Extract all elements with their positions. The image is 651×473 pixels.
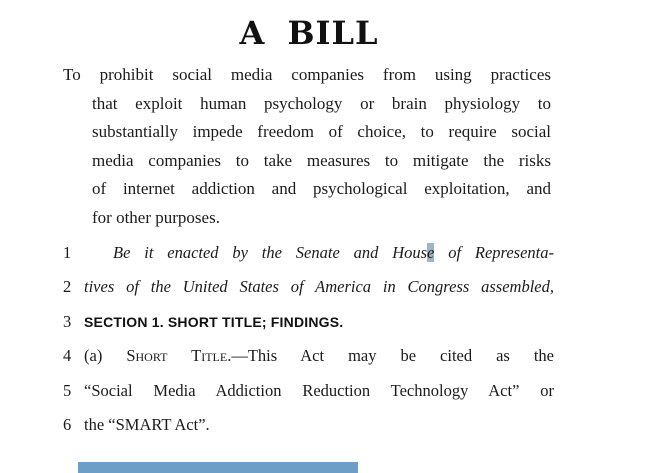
selection-highlight-bar (78, 462, 358, 473)
bill-line (63, 270, 554, 304)
preamble-line: for other purposes. (92, 207, 220, 227)
line-text (84, 236, 554, 270)
line-text-segment: Be it enacted by the Senate and Hous (113, 243, 428, 262)
line-text (84, 339, 554, 373)
line-text: “Social Media Addiction Reduction Technology Act” or (84, 380, 554, 400)
preamble-line: substantially impede freedom of choice, to require social (92, 122, 551, 142)
selected-text: e (427, 243, 435, 262)
preamble-line: that exploit human psychology or brain physiology to (92, 93, 551, 113)
line-number: 1 (63, 243, 72, 262)
line-text: tives of the United States of America in Congress assembled, (84, 277, 554, 297)
bill-title: A BILL (239, 14, 379, 52)
bill-line (63, 374, 554, 408)
bill-line (63, 408, 554, 442)
bill-line (63, 236, 554, 270)
line-number: 6 (63, 414, 72, 434)
bill-line (63, 305, 554, 339)
line-text: the “SMART Act”. (84, 414, 210, 434)
line-number: 2 (63, 277, 72, 297)
bill-line (63, 339, 554, 373)
small-caps-segment: Short Title (126, 346, 228, 366)
preamble (63, 61, 551, 233)
preamble-line: To prohibit social media companies from using practices (63, 65, 551, 84)
bill-body (63, 236, 554, 442)
line-number: 5 (63, 380, 72, 400)
preamble-line: media companies to take measures to mitigate the risks (92, 150, 551, 170)
line-number: 4 (63, 346, 72, 366)
line-text-segment: (a) (84, 346, 127, 366)
line-text-segment: of Representa- (434, 243, 554, 262)
preamble-line: of internet addiction and psychological exploitation, and (92, 179, 551, 199)
line-text-segment: .—This Act may be cited as the (227, 346, 554, 366)
section-heading: SECTION 1. SHORT TITLE; FINDINGS. (84, 313, 344, 330)
line-number: 3 (63, 311, 72, 331)
